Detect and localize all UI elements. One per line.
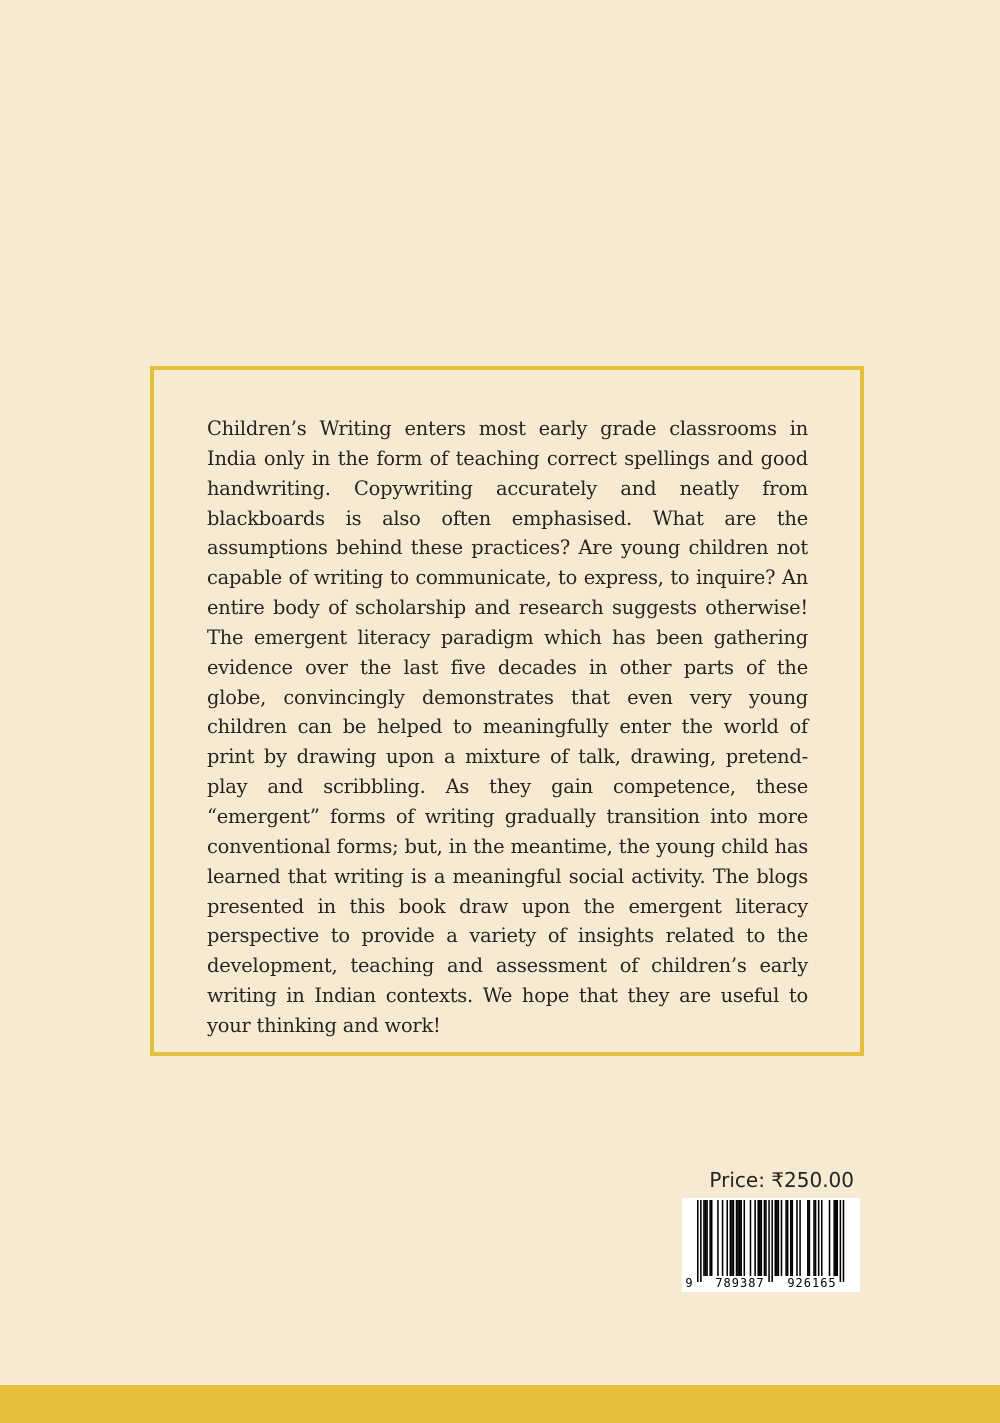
barcode-bar (722, 1200, 724, 1276)
barcode-bar (796, 1200, 798, 1276)
barcode-bar (737, 1200, 739, 1276)
barcode-bar (792, 1200, 794, 1276)
barcode-bar (818, 1200, 820, 1276)
barcode-bar (813, 1200, 815, 1276)
barcode-bar (754, 1200, 756, 1276)
barcode-bar (809, 1200, 811, 1276)
barcode-bar (733, 1200, 735, 1276)
bottom-color-band (0, 1385, 1000, 1423)
barcode-bar (706, 1200, 708, 1276)
barcode-bar (776, 1200, 778, 1276)
barcode-bar (787, 1200, 789, 1276)
barcode-bar (821, 1200, 823, 1276)
barcode-bar (781, 1200, 783, 1276)
barcode-bar (697, 1200, 699, 1282)
barcode-bar (761, 1200, 763, 1276)
barcode-bar (771, 1200, 773, 1282)
barcode-bar (750, 1200, 752, 1276)
barcode-bar (726, 1200, 728, 1276)
barcode-bar (736, 1200, 738, 1276)
barcode-bar (840, 1200, 842, 1282)
barcode-bar (765, 1200, 767, 1276)
barcode-left-digits: 789387 (715, 1276, 765, 1290)
barcode-right-digits: 926165 (787, 1276, 837, 1290)
barcode-bar (711, 1200, 713, 1276)
barcode-bar (700, 1200, 702, 1282)
barcode-bar (739, 1200, 741, 1276)
barcode-bar (768, 1200, 770, 1282)
barcode-leading-digit: 9 (685, 1276, 693, 1290)
barcode-bar (807, 1200, 809, 1276)
barcode-bar (778, 1200, 780, 1276)
barcode-bar (757, 1200, 759, 1276)
barcode-bar (790, 1200, 792, 1276)
isbn-barcode (682, 1198, 860, 1292)
barcode-bar (837, 1200, 839, 1276)
barcode-bar (835, 1200, 837, 1276)
back-cover-blurb: Children’s Writing enters most early grade classrooms in India only in the form of teaching correct spellings and good handwriting. Copywriting accurately and neatly from blackboards is also often emphasised. What are the assumptions behind these practices? Are young children not capable of writing to communicate, to express, to inquire? An entire body of scholarship and research suggests otherwise! The emergent literacy paradigm which has been gathering evidence over the last five decades in other parts of the globe, convincingly demonstrates that even very young children can be helped to meaningfully enter the world of print by drawing upon a mixture of talk, drawing, pretend-play and scribbling. As they gain competence, these “emergent” forms of writing gradually transition into more conventional forms; but, in the meantime, the young child has learned that writing is a meaningful social activity. The blogs presented in this book draw upon the emergent literacy perspective to provide a variety of insights related to the development, teaching and assessment of children’s early writing in Indian contexts. We hope that they are useful to your thinking and work! (207, 417, 808, 1037)
barcode-bar (703, 1200, 705, 1276)
barcode-bar (799, 1200, 801, 1276)
barcode-bar (731, 1200, 733, 1276)
barcode-bar (833, 1200, 835, 1276)
barcode-bar (815, 1200, 817, 1276)
barcode-bar (709, 1200, 711, 1276)
barcode-bar (717, 1200, 719, 1276)
barcode-bar (759, 1200, 761, 1276)
barcode-bar (705, 1200, 707, 1276)
barcode-bar (843, 1200, 845, 1282)
blurb-frame (150, 366, 864, 1056)
barcode-bar (740, 1200, 742, 1276)
barcode-bar (764, 1200, 766, 1276)
barcode-bar (775, 1200, 777, 1276)
barcode-bar (744, 1200, 746, 1276)
price-label: Price: ₹250.00 (709, 1168, 854, 1192)
barcode-bar (829, 1200, 831, 1276)
barcode-bar (785, 1200, 787, 1276)
barcode-bar (730, 1200, 732, 1276)
